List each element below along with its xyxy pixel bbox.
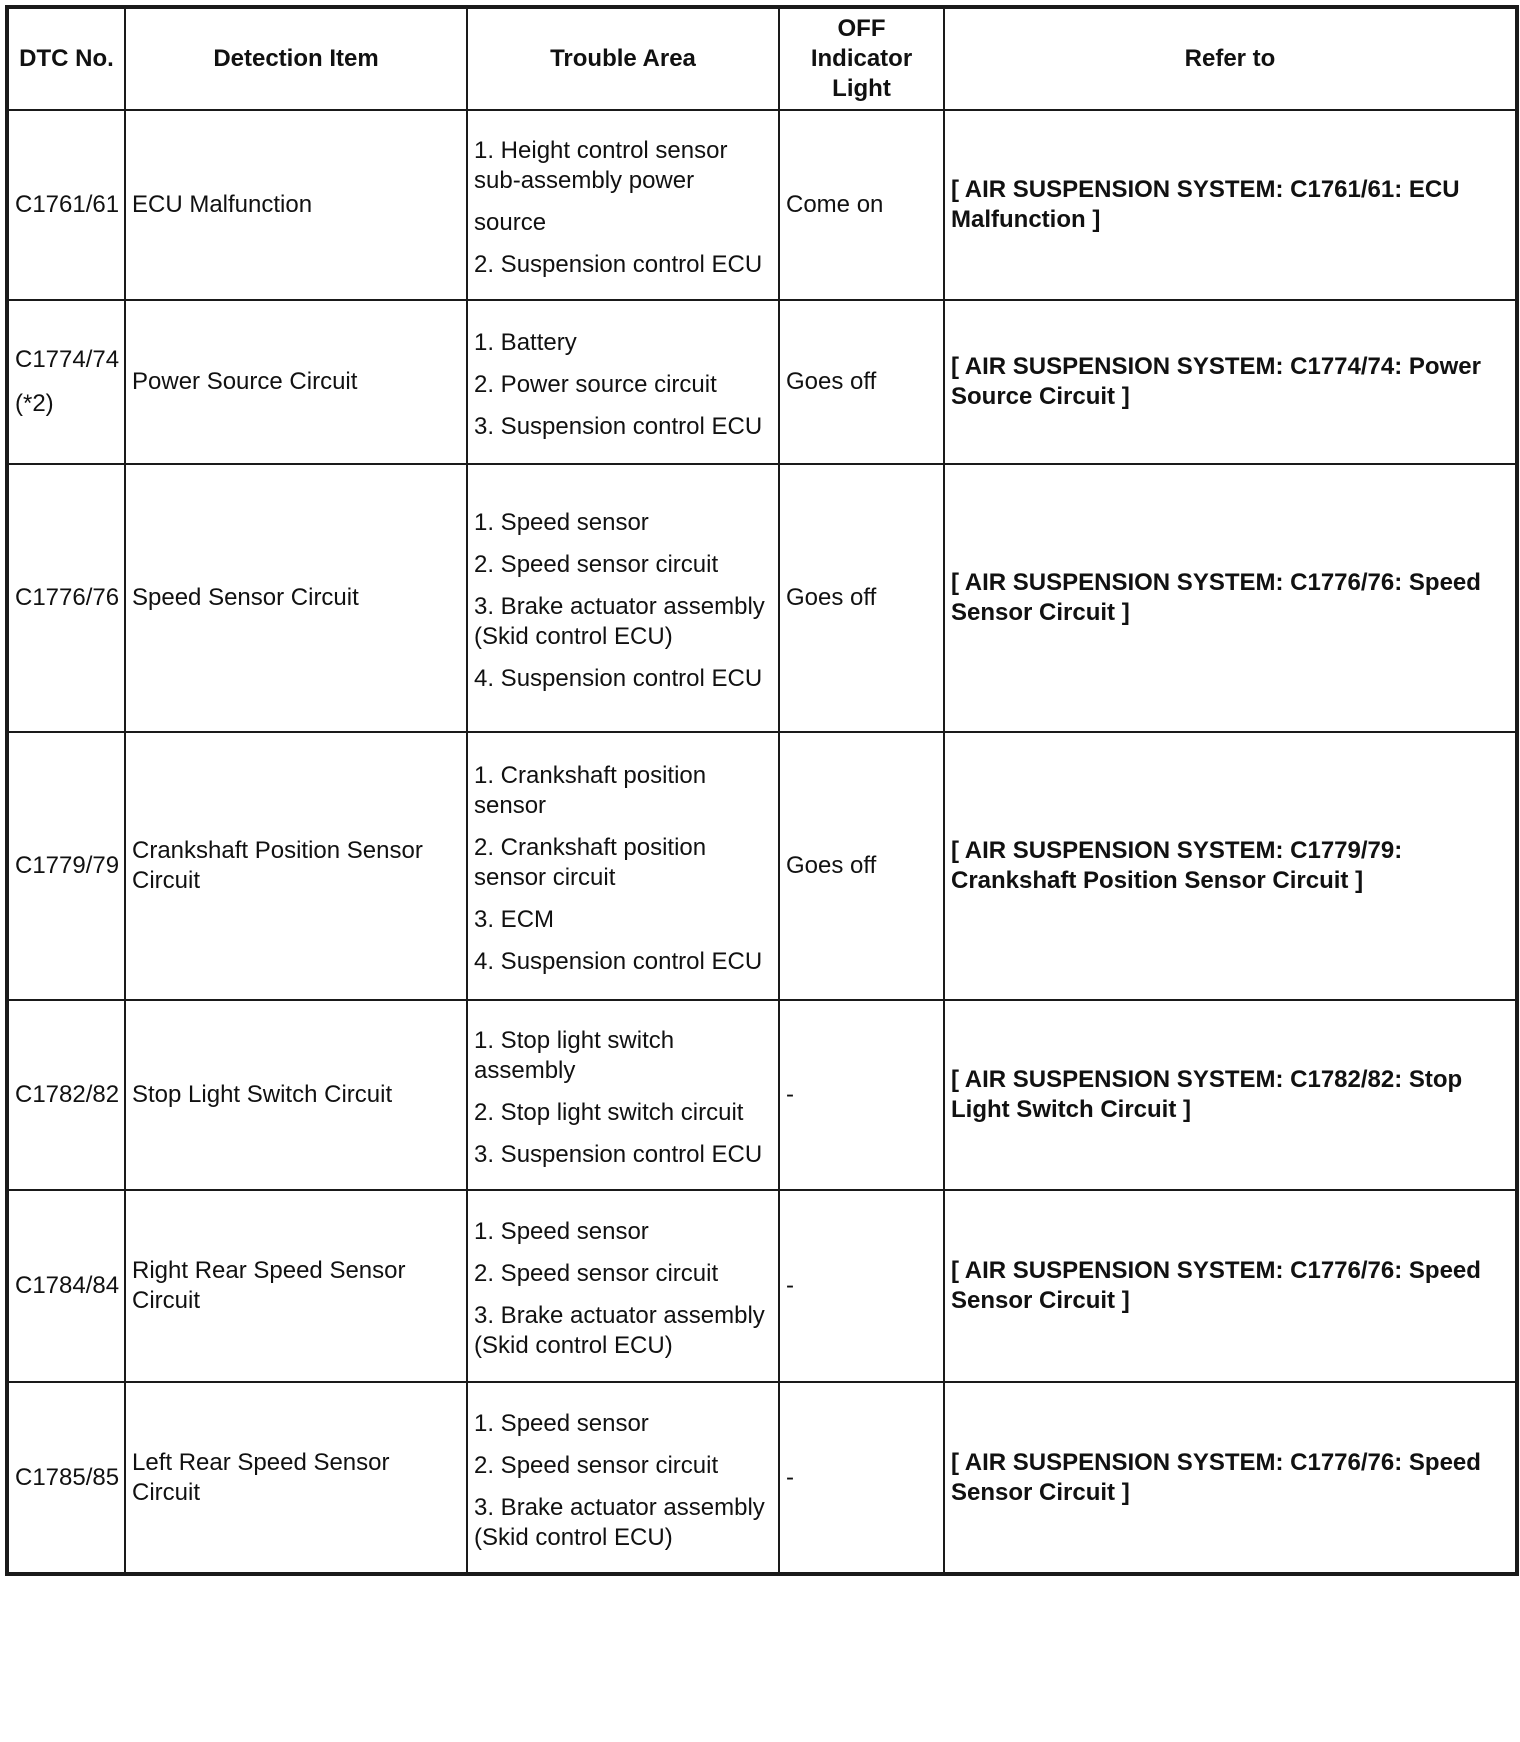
dtc-code: (*2) — [15, 390, 54, 417]
cell-dtc-no — [7, 1382, 125, 1574]
cell-trouble-area — [467, 110, 779, 300]
cell-off-indicator: Goes off — [779, 464, 944, 732]
cell-refer-to-link[interactable]: [ AIR SUSPENSION SYSTEM: C1776/76: Speed Sensor Circuit ] — [944, 464, 1517, 732]
dtc-code: C1779/79 — [15, 852, 120, 879]
table-row — [7, 300, 1517, 464]
trouble-area-item: 2. Speed sensor circuit — [474, 1451, 719, 1479]
dtc-code: C1761/61 — [15, 191, 120, 218]
cell-detection-item: Left Rear Speed Sensor Circuit — [125, 1382, 467, 1574]
cell-detection-item: Power Source Circuit — [125, 300, 467, 464]
cell-dtc-no — [7, 464, 125, 732]
trouble-area-item: 2. Suspension control ECU — [474, 251, 763, 278]
cell-refer-to-link[interactable]: [ AIR SUSPENSION SYSTEM: C1776/76: Speed Sensor Circuit ] — [944, 1190, 1517, 1382]
trouble-area-item: 2. Speed sensor circuit — [474, 1260, 719, 1287]
trouble-area-item: 1. Speed sensor — [474, 509, 649, 536]
table-row — [7, 110, 1517, 300]
trouble-area-item: 1. Crankshaft position sensor — [474, 762, 707, 819]
document-page — [5, 5, 1519, 1576]
dtc-code: C1774/74 — [15, 346, 120, 373]
cell-off-indicator: - — [779, 1190, 944, 1382]
cell-refer-to-link[interactable]: [ AIR SUSPENSION SYSTEM: C1761/61: ECU Malfunction ] — [944, 110, 1517, 300]
cell-detection-item: Stop Light Switch Circuit — [125, 1000, 467, 1190]
cell-dtc-no — [7, 110, 125, 300]
cell-trouble-area — [467, 732, 779, 1000]
trouble-area-item: 2. Stop light switch circuit — [474, 1099, 744, 1126]
dtc-code: C1776/76 — [15, 584, 120, 611]
header-off-indicator-line: Light — [832, 75, 891, 102]
trouble-area-item: source — [474, 209, 547, 236]
trouble-area-item: 2. Power source circuit — [474, 371, 717, 398]
cell-trouble-area — [467, 1382, 779, 1574]
cell-detection-item: ECU Malfunction — [125, 110, 467, 300]
trouble-area-item: 1. Battery — [474, 329, 577, 356]
trouble-area-item: 3. Brake actuator assembly (Skid control ECU) — [474, 593, 765, 650]
cell-trouble-area — [467, 464, 779, 732]
dtc-table — [5, 5, 1519, 1576]
table-row — [7, 464, 1517, 732]
cell-off-indicator: Come on — [779, 110, 944, 300]
cell-dtc-no — [7, 1000, 125, 1190]
header-dtc-no: DTC No. — [7, 7, 125, 110]
cell-detection-item: Right Rear Speed Sensor Circuit — [125, 1190, 467, 1382]
dtc-code: C1784/84 — [15, 1272, 120, 1299]
table-row — [7, 732, 1517, 1000]
trouble-area-item: 3. Suspension control ECU — [474, 1141, 763, 1168]
header-off-indicator-light — [779, 7, 944, 110]
cell-refer-to-link[interactable]: [ AIR SUSPENSION SYSTEM: C1782/82: Stop Light Switch Circuit ] — [944, 1000, 1517, 1190]
table-row — [7, 1382, 1517, 1574]
cell-dtc-no — [7, 300, 125, 464]
trouble-area-item: 3. Brake actuator assembly (Skid control ECU) — [474, 1302, 765, 1359]
cell-detection-item: Crankshaft Position Sensor Circuit — [125, 732, 467, 1000]
trouble-area-item: 1. Speed sensor — [474, 1218, 649, 1245]
table-body — [7, 110, 1517, 1574]
cell-off-indicator: Goes off — [779, 732, 944, 1000]
cell-detection-item: Speed Sensor Circuit — [125, 464, 467, 732]
trouble-area-item: 4. Suspension control ECU — [474, 665, 763, 692]
header-trouble-area: Trouble Area — [467, 7, 779, 110]
trouble-area-item: 3. ECM — [474, 906, 555, 933]
header-off-indicator-line: OFF — [837, 15, 886, 42]
trouble-area-item: 2. Crankshaft position sensor circuit — [474, 834, 707, 891]
trouble-area-item: 2. Speed sensor circuit — [474, 551, 719, 578]
trouble-area-item: 3. Brake actuator assembly (Skid control ECU) — [474, 1493, 765, 1551]
cell-off-indicator: - — [779, 1382, 944, 1574]
cell-trouble-area — [467, 1000, 779, 1190]
cell-refer-to-link[interactable]: [ AIR SUSPENSION SYSTEM: C1774/74: Power Source Circuit ] — [944, 300, 1517, 464]
cell-dtc-no — [7, 732, 125, 1000]
trouble-area-item: 1. Speed sensor — [474, 1409, 649, 1437]
table-row — [7, 1190, 1517, 1382]
header-detection-item: Detection Item — [125, 7, 467, 110]
table-row — [7, 1000, 1517, 1190]
trouble-area-item: 1. Height control sensor sub-assembly power — [474, 137, 728, 194]
header-refer-to: Refer to — [944, 7, 1517, 110]
trouble-area-item: 3. Suspension control ECU — [474, 413, 763, 440]
cell-refer-to-link[interactable]: [ AIR SUSPENSION SYSTEM: C1776/76: Speed Sensor Circuit ] — [944, 1382, 1517, 1574]
table-header-row — [7, 7, 1517, 110]
trouble-area-item: 1. Stop light switch assembly — [474, 1027, 675, 1084]
dtc-code: C1782/82 — [15, 1081, 120, 1108]
cell-trouble-area — [467, 1190, 779, 1382]
dtc-code: C1785/85 — [15, 1463, 120, 1491]
header-off-indicator-line: Indicator — [810, 45, 913, 72]
cell-dtc-no — [7, 1190, 125, 1382]
trouble-area-item: 4. Suspension control ECU — [474, 948, 763, 975]
cell-trouble-area — [467, 300, 779, 464]
cell-refer-to-link[interactable]: [ AIR SUSPENSION SYSTEM: C1779/79: Crankshaft Position Sensor Circuit ] — [944, 732, 1517, 1000]
cell-off-indicator: Goes off — [779, 300, 944, 464]
cell-off-indicator: - — [779, 1000, 944, 1190]
